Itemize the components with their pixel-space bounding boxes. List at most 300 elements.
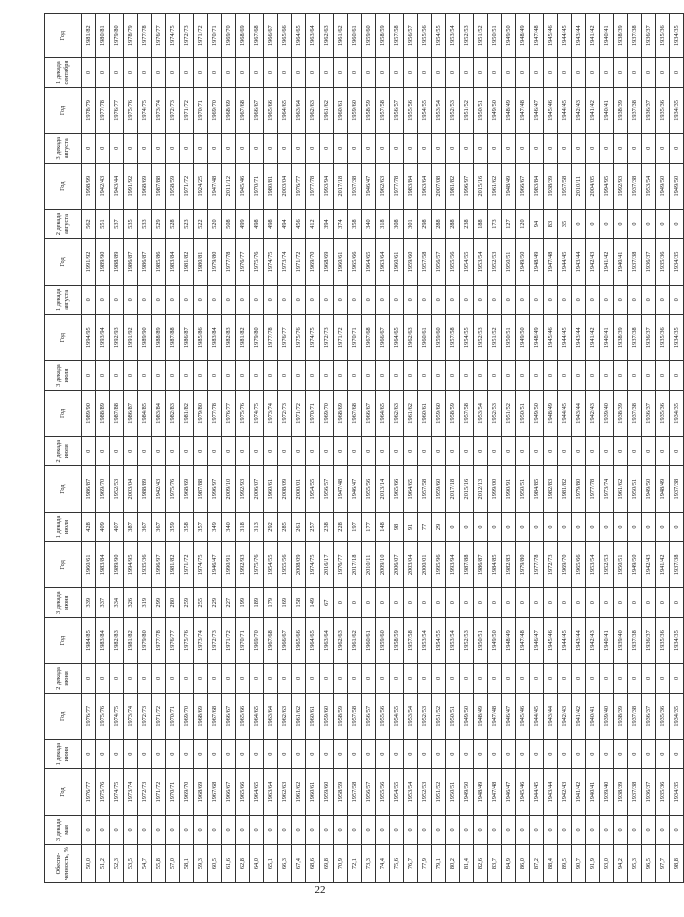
cell-year: 1991/92 — [124, 315, 138, 361]
cell-year: 1975/76 — [250, 542, 264, 588]
cell-value: 0 — [152, 739, 166, 768]
cell-value: 77 — [418, 512, 432, 541]
cell-value: 0 — [614, 437, 628, 466]
cell-year: 1974/75 — [306, 315, 320, 361]
header-year: Год — [45, 87, 82, 133]
cell-value: 0 — [432, 739, 446, 768]
cell-year: 1988/89 — [96, 390, 110, 436]
cell-year: 1946/47 — [530, 87, 544, 133]
cell-year: 1963/64 — [320, 617, 334, 663]
cell-year: 1939/40 — [600, 693, 614, 739]
cell-value: 0 — [96, 437, 110, 466]
cell-value: 0 — [530, 588, 544, 617]
cell-value: 0 — [376, 58, 390, 87]
cell-value: 0 — [502, 437, 516, 466]
cell-year: 1951/52 — [474, 14, 488, 58]
header-exceedance: Обеспе-ченность, % — [45, 845, 82, 883]
cell-year: 1962/63 — [278, 693, 292, 739]
cell-value: 334 — [110, 588, 124, 617]
cell-year: 1993/94 — [320, 163, 334, 209]
cell-year: 1942/43 — [572, 87, 586, 133]
table-row — [376, 14, 390, 883]
cell-year: 1949/50 — [656, 163, 670, 209]
cell-value: 428 — [82, 512, 96, 541]
table-row — [446, 14, 460, 883]
cell-year: 1993/94 — [96, 315, 110, 361]
cell-year: 1968/69 — [334, 390, 348, 436]
cell-value: 0 — [180, 739, 194, 768]
cell-value: 0 — [628, 815, 642, 844]
cell-year: 1988/89 — [110, 239, 124, 285]
cell-year: 1959/60 — [320, 693, 334, 739]
cell-year: 1977/78 — [530, 542, 544, 588]
cell-year: 1938/39 — [544, 163, 558, 209]
cell-value: 0 — [642, 209, 656, 238]
cell-value: 0 — [404, 739, 418, 768]
cell-value: 0 — [432, 588, 446, 617]
cell-value: 0 — [446, 437, 460, 466]
cell-year: 1945/46 — [544, 14, 558, 58]
cell-value: 173 — [488, 209, 502, 238]
cell-value: 494 — [278, 209, 292, 238]
cell-year: 1965/66 — [236, 693, 250, 739]
cell-year: 1945/46 — [516, 769, 530, 815]
cell-value: 0 — [138, 739, 152, 768]
cell-year: 1945/46 — [236, 163, 250, 209]
cell-year: 1961/62 — [292, 769, 306, 815]
cell-year: 1976/77 — [82, 769, 96, 815]
cell-year: 1947/48 — [488, 693, 502, 739]
cell-exceedance: 59,3 — [194, 845, 208, 883]
cell-year: 1935/36 — [656, 390, 670, 436]
cell-year: 1957/58 — [376, 87, 390, 133]
cell-year: 1969/70 — [208, 87, 222, 133]
cell-year: 1941/42 — [586, 87, 600, 133]
header-year: Год — [45, 466, 82, 512]
cell-value: 0 — [82, 437, 96, 466]
cell-year: 1954/55 — [460, 315, 474, 361]
cell-value: 228 — [334, 512, 348, 541]
cell-year: 1946/47 — [530, 617, 544, 663]
cell-value: 0 — [488, 361, 502, 390]
table-row — [96, 14, 110, 883]
cell-year: 1981/82 — [180, 390, 194, 436]
cell-year: 1972/73 — [180, 14, 194, 58]
cell-value: 0 — [530, 512, 544, 541]
cell-value: 0 — [516, 285, 530, 314]
cell-value: 0 — [586, 285, 600, 314]
cell-value: 0 — [320, 134, 334, 163]
cell-value: 0 — [446, 361, 460, 390]
cell-year: 1937/38 — [628, 693, 642, 739]
cell-value: 0 — [320, 58, 334, 87]
cell-year: 1971/72 — [152, 769, 166, 815]
cell-year: 1947/48 — [544, 239, 558, 285]
cell-value: 0 — [670, 437, 684, 466]
cell-value: 0 — [222, 815, 236, 844]
cell-year: 1951/52 — [488, 315, 502, 361]
cell-value: 0 — [432, 361, 446, 390]
cell-year: 1980/81 — [264, 163, 278, 209]
cell-value: 0 — [502, 134, 516, 163]
cell-value: 0 — [614, 285, 628, 314]
cell-year: 2012/13 — [474, 466, 488, 512]
cell-year: 1960/61 — [306, 769, 320, 815]
cell-year: 1952/53 — [600, 542, 614, 588]
table-row — [236, 14, 250, 883]
table-row — [278, 14, 292, 883]
cell-value: 0 — [558, 58, 572, 87]
cell-year: 1987/88 — [460, 542, 474, 588]
cell-year: 1950/51 — [614, 542, 628, 588]
cell-year: 1952/53 — [418, 693, 432, 739]
cell-year: 1987/88 — [152, 163, 166, 209]
cell-value: 0 — [390, 58, 404, 87]
cell-value: 0 — [166, 664, 180, 693]
table-row — [306, 14, 320, 883]
cell-year: 1954/55 — [306, 466, 320, 512]
cell-year: 1991/92 — [124, 163, 138, 209]
cell-value: 0 — [306, 134, 320, 163]
cell-value: 318 — [236, 512, 250, 541]
cell-value: 0 — [278, 361, 292, 390]
cell-year: 2003/04 — [124, 466, 138, 512]
cell-exceedance: 60,5 — [208, 845, 222, 883]
cell-value: 0 — [628, 361, 642, 390]
cell-value: 0 — [208, 437, 222, 466]
cell-year: 1962/63 — [404, 315, 418, 361]
cell-year: 1972/73 — [138, 693, 152, 739]
cell-value: 0 — [628, 209, 642, 238]
cell-year: 1973/74 — [152, 87, 166, 133]
cell-year: 1934/35 — [670, 390, 684, 436]
cell-value: 0 — [586, 134, 600, 163]
cell-year: 1950/51 — [446, 693, 460, 739]
cell-year: 1964/65 — [250, 769, 264, 815]
cell-year: 1973/74 — [264, 390, 278, 436]
cell-year: 1980/81 — [96, 14, 110, 58]
cell-year: 1974/75 — [166, 14, 180, 58]
cell-year: 1955/56 — [362, 466, 376, 512]
cell-year: 1986/87 — [180, 315, 194, 361]
cell-value: 0 — [572, 209, 586, 238]
cell-value: 0 — [222, 58, 236, 87]
table-row — [208, 14, 222, 883]
cell-value: 0 — [278, 664, 292, 693]
cell-year: 1953/54 — [474, 239, 488, 285]
cell-value: 0 — [306, 285, 320, 314]
cell-year: 1989/90 — [96, 239, 110, 285]
cell-year: 1964/65 — [390, 315, 404, 361]
cell-year: 1994/95 — [124, 542, 138, 588]
cell-year: 1964/65 — [306, 617, 320, 663]
cell-year: 1937/38 — [348, 163, 362, 209]
cell-value: 0 — [460, 664, 474, 693]
table-row — [152, 14, 166, 883]
cell-value: 285 — [278, 512, 292, 541]
cell-value: 0 — [474, 58, 488, 87]
cell-value: 0 — [432, 664, 446, 693]
cell-value: 409 — [96, 512, 110, 541]
cell-value: 498 — [250, 209, 264, 238]
table-row — [222, 14, 236, 883]
cell-value: 0 — [82, 285, 96, 314]
cell-value: 0 — [600, 209, 614, 238]
cell-value: 0 — [250, 361, 264, 390]
cell-year: 1945/46 — [544, 315, 558, 361]
cell-year: 1934/35 — [670, 239, 684, 285]
cell-year: 1941/42 — [586, 14, 600, 58]
cell-year: 1940/41 — [614, 239, 628, 285]
cell-value: 0 — [292, 815, 306, 844]
cell-year: 1969/70 — [180, 693, 194, 739]
cell-year: 1949/50 — [516, 239, 530, 285]
cell-value: 0 — [376, 664, 390, 693]
cell-value: 0 — [278, 815, 292, 844]
cell-value: 238 — [460, 209, 474, 238]
cell-value: 0 — [138, 437, 152, 466]
cell-value: 0 — [264, 664, 278, 693]
cell-year: 1942/43 — [586, 390, 600, 436]
cell-value: 0 — [432, 437, 446, 466]
cell-year: 1967/68 — [208, 769, 222, 815]
table-row — [138, 14, 152, 883]
cell-year: 1937/38 — [628, 87, 642, 133]
cell-value: 0 — [446, 588, 460, 617]
cell-year: 1967/68 — [208, 693, 222, 739]
table-row — [474, 14, 488, 883]
cell-year: 1950/51 — [628, 466, 642, 512]
cell-year: 1970/71 — [208, 14, 222, 58]
cell-value: 0 — [320, 285, 334, 314]
cell-value: 0 — [600, 361, 614, 390]
cell-year: 1949/50 — [460, 769, 474, 815]
cell-year: 1968/69 — [236, 14, 250, 58]
cell-year: 1937/38 — [670, 466, 684, 512]
cell-value: 0 — [348, 134, 362, 163]
cell-year: 1944/45 — [558, 617, 572, 663]
cell-value: 0 — [516, 134, 530, 163]
cell-year: 1956/57 — [320, 466, 334, 512]
cell-value: 0 — [306, 815, 320, 844]
cell-value: 0 — [600, 512, 614, 541]
cell-value: 0 — [628, 134, 642, 163]
cell-year: 1949/50 — [502, 14, 516, 58]
cell-exceedance: 93,0 — [600, 845, 614, 883]
cell-year: 2006/07 — [390, 542, 404, 588]
cell-value: 0 — [418, 58, 432, 87]
cell-year: 1945/46 — [516, 693, 530, 739]
cell-value: 0 — [376, 815, 390, 844]
cell-value: 0 — [404, 361, 418, 390]
cell-year: 1976/77 — [166, 617, 180, 663]
cell-year: 1987/88 — [166, 315, 180, 361]
cell-year: 1988/89 — [152, 315, 166, 361]
cell-year: 1934/35 — [670, 617, 684, 663]
cell-value: 0 — [138, 285, 152, 314]
cell-year: 2011/12 — [222, 163, 236, 209]
cell-value: 0 — [656, 285, 670, 314]
cell-year: 1962/63 — [278, 769, 292, 815]
cell-year: 1981/82 — [124, 617, 138, 663]
cell-value: 0 — [194, 58, 208, 87]
cell-value: 0 — [390, 285, 404, 314]
cell-value: 0 — [152, 134, 166, 163]
cell-year: 1963/64 — [376, 239, 390, 285]
cell-year: 1974/75 — [138, 87, 152, 133]
cell-year: 1951/52 — [432, 693, 446, 739]
cell-year: 1986/87 — [474, 542, 488, 588]
cell-value: 0 — [110, 664, 124, 693]
cell-year: 1947/48 — [488, 769, 502, 815]
cell-value: 0 — [628, 58, 642, 87]
cell-value: 0 — [558, 134, 572, 163]
cell-value: 0 — [642, 58, 656, 87]
cell-value: 0 — [250, 437, 264, 466]
cell-year: 1982/83 — [110, 617, 124, 663]
cell-value: 0 — [558, 437, 572, 466]
cell-year: 1982/83 — [502, 542, 516, 588]
cell-year: 1936/37 — [642, 14, 656, 58]
cell-year: 1936/37 — [642, 239, 656, 285]
cell-value: 0 — [96, 815, 110, 844]
cell-year: 2008/09 — [278, 466, 292, 512]
cell-year: 1972/73 — [138, 769, 152, 815]
cell-value: 0 — [502, 285, 516, 314]
cell-value: 0 — [432, 285, 446, 314]
cell-value: 0 — [586, 664, 600, 693]
cell-year: 1957/58 — [348, 693, 362, 739]
cell-value: 0 — [474, 512, 488, 541]
cell-year: 1944/45 — [558, 14, 572, 58]
cell-year: 2000/01 — [292, 466, 306, 512]
cell-year: 1965/66 — [236, 769, 250, 815]
cell-year: 1958/59 — [334, 769, 348, 815]
cell-value: 0 — [558, 739, 572, 768]
cell-value: 0 — [82, 361, 96, 390]
cell-value: 0 — [334, 664, 348, 693]
cell-value: 0 — [348, 285, 362, 314]
cell-value: 0 — [152, 361, 166, 390]
cell-year: 1943/44 — [572, 14, 586, 58]
cell-value: 169 — [278, 588, 292, 617]
cell-year: 1977/78 — [138, 14, 152, 58]
cell-year: 1939/40 — [600, 769, 614, 815]
table-row — [418, 14, 432, 883]
cell-value: 0 — [138, 58, 152, 87]
cell-value: 0 — [236, 361, 250, 390]
cell-value: 326 — [124, 588, 138, 617]
cell-value: 0 — [110, 285, 124, 314]
cell-value: 0 — [334, 739, 348, 768]
cell-value: 0 — [376, 134, 390, 163]
cell-value: 148 — [376, 512, 390, 541]
cell-value: 0 — [460, 588, 474, 617]
cell-value: 0 — [670, 588, 684, 617]
cell-exceedance: 86,0 — [516, 845, 530, 883]
cell-year: 1954/55 — [264, 542, 278, 588]
cell-value: 0 — [362, 285, 376, 314]
table-body — [82, 14, 684, 883]
cell-value: 313 — [250, 512, 264, 541]
cell-value: 0 — [376, 588, 390, 617]
cell-year: 1992/93 — [236, 542, 250, 588]
cell-exceedance: 70,9 — [334, 845, 348, 883]
cell-value: 0 — [124, 437, 138, 466]
cell-value: 0 — [264, 285, 278, 314]
cell-value: 0 — [152, 815, 166, 844]
cell-year: 1942/43 — [642, 542, 656, 588]
cell-year: 1936/37 — [642, 769, 656, 815]
cell-year: 1959/60 — [376, 617, 390, 663]
cell-year: 1977/78 — [208, 390, 222, 436]
cell-value: 0 — [96, 664, 110, 693]
table-row — [600, 14, 614, 883]
cell-year: 1970/71 — [250, 163, 264, 209]
cell-year: 1954/55 — [460, 239, 474, 285]
cell-value: 0 — [306, 361, 320, 390]
cell-value: 0 — [488, 134, 502, 163]
cell-year: 1985/86 — [152, 239, 166, 285]
cell-year: 1975/76 — [96, 693, 110, 739]
cell-value: 0 — [250, 58, 264, 87]
cell-year: 1964/65 — [362, 239, 376, 285]
cell-value: 0 — [614, 361, 628, 390]
cell-year: 1964/65 — [292, 14, 306, 58]
header-decade: 1 декада июня — [45, 739, 82, 768]
cell-value: 0 — [544, 437, 558, 466]
cell-value: 0 — [166, 739, 180, 768]
cell-value: 0 — [124, 58, 138, 87]
cell-value: 0 — [642, 588, 656, 617]
cell-value: 0 — [404, 285, 418, 314]
cell-value: 456 — [292, 209, 306, 238]
cell-value: 0 — [194, 361, 208, 390]
cell-value: 0 — [334, 437, 348, 466]
table-row — [362, 14, 376, 883]
cell-value: 0 — [460, 437, 474, 466]
cell-year: 1947/48 — [516, 617, 530, 663]
cell-year: 1961/62 — [404, 390, 418, 436]
cell-year: 1994/95 — [82, 315, 96, 361]
cell-exceedance: 68,6 — [306, 845, 320, 883]
cell-value: 29 — [432, 512, 446, 541]
cell-year: 1938/39 — [614, 769, 628, 815]
table-row — [460, 14, 474, 883]
table-row — [614, 14, 628, 883]
cell-value: 0 — [544, 58, 558, 87]
cell-value: 83 — [544, 209, 558, 238]
cell-year: 1970/71 — [166, 693, 180, 739]
cell-value: 0 — [390, 361, 404, 390]
cell-value: 523 — [180, 209, 194, 238]
header-decade: 3 декада июля — [45, 361, 82, 390]
cell-value: 0 — [82, 134, 96, 163]
cell-value: 0 — [670, 815, 684, 844]
cell-year: 1987/88 — [194, 466, 208, 512]
cell-year: 1962/63 — [390, 390, 404, 436]
cell-year: 1948/49 — [474, 693, 488, 739]
cell-year: 1935/36 — [138, 542, 152, 588]
cell-value: 0 — [572, 437, 586, 466]
cell-value: 0 — [362, 739, 376, 768]
cell-year: 1955/56 — [446, 239, 460, 285]
cell-year: 1944/45 — [530, 769, 544, 815]
cell-year: 1957/58 — [446, 315, 460, 361]
cell-value: 0 — [474, 588, 488, 617]
cell-value: 0 — [404, 664, 418, 693]
cell-year: 1924/25 — [194, 163, 208, 209]
